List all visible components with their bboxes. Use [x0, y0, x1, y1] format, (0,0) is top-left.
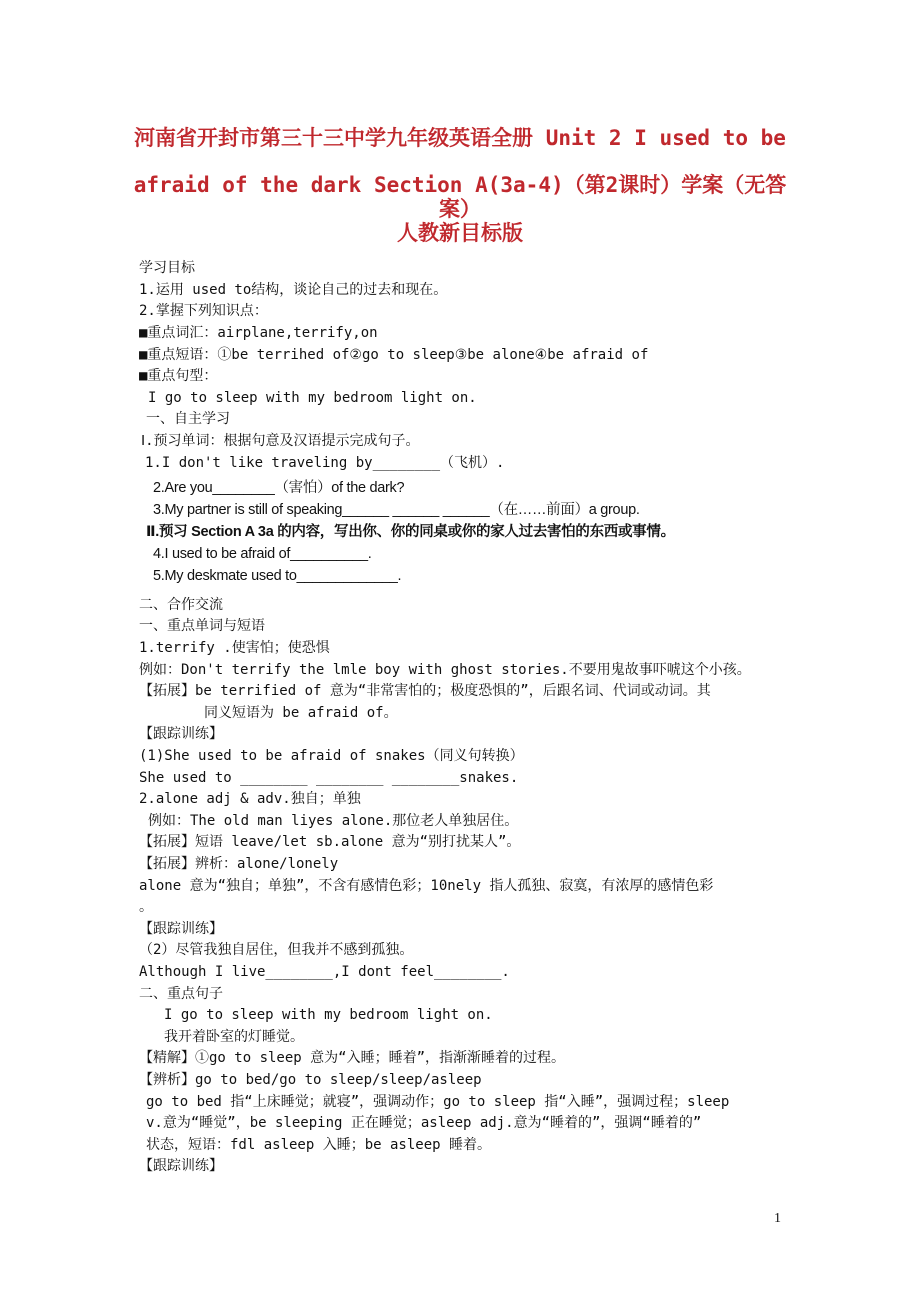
key-sentence-pattern: ■重点句型：: [139, 368, 218, 384]
section-learning-goals: 学习目标: [139, 260, 195, 276]
preview-words-instruction: Ⅰ.预习单词：根据句意及汉语提示完成句子。: [141, 433, 420, 449]
key-words-heading: 一、重点单词与短语: [139, 618, 265, 634]
discrimination-line-2: v.意为“睡觉”，be sleeping 正在睡觉；asleep adj.意为“睡着的”，强调“睡着的”: [146, 1115, 702, 1131]
practice-1-answer: She used to ________ ________ ________snakes.: [139, 770, 519, 786]
alone-extension-2: 【拓展】辨析：alone/lonely: [139, 856, 339, 872]
discrimination-line-1: go to bed 指“上床睡觉；就寝”，强调动作；go to sleep 指“入睡”，强调过程；sleep: [146, 1094, 730, 1110]
exercise-3: 3.My partner is still of speaking______ ______ ______（在……前面）a group.: [153, 502, 640, 518]
key-vocabulary: ■重点词汇：airplane,terrify,on: [139, 325, 378, 341]
exercise-1: 1.I don't like traveling by________（飞机）.: [145, 455, 505, 471]
discrimination-line-3: 状态，短语：fdl asleep 入睡；be asleep 睡着。: [146, 1137, 492, 1153]
preview-section-instruction: Ⅱ.预习 Section A 3a 的内容，写出你、你的同桌或你的家人过去害怕的东西或事情。: [146, 524, 675, 540]
alone-entry: 2.alone adj & adv.独自；单独: [139, 791, 361, 807]
exercise-5: 5.My deskmate used to_____________.: [153, 568, 402, 584]
terrify-entry: 1.terrify .使害怕；使恐惧: [139, 640, 330, 656]
key-phrases: ■重点短语：①be terrihed of②go to sleep③be alone④be afraid of: [139, 347, 649, 363]
terrify-extension: 【拓展】be terrified of 意为“非常害怕的；极度恐惧的”，后跟名词、代词或动词。其: [139, 683, 711, 699]
practice-2-answer: Although I live________,I dont feel________.: [139, 964, 510, 980]
document-title-line-1: 河南省开封市第三十三中学九年级英语全册 Unit 2 I used to be: [134, 126, 786, 150]
exercise-2: 2.Are you________（害怕）of the dark?: [153, 480, 405, 496]
practice-heading-2: 【跟踪训练】: [139, 921, 223, 937]
alone-lonely-explanation-end: 。: [139, 899, 153, 915]
goal-2: 2.掌握下列知识点：: [139, 303, 268, 319]
practice-1-prompt: (1)She used to be afraid of snakes（同义句转换）: [139, 748, 524, 764]
practice-2-prompt: （2）尽管我独自居住，但我并不感到孤独。: [139, 942, 414, 958]
page-number: 1: [774, 1211, 781, 1226]
key-sentence-english: I go to sleep with my bedroom light on.: [164, 1007, 493, 1023]
practice-heading-3: 【跟踪训练】: [139, 1158, 223, 1174]
key-sentence-chinese: 我开着卧室的灯睡觉。: [164, 1029, 304, 1045]
exercise-4: 4.I used to be afraid of__________.: [153, 546, 372, 562]
terrify-example: 例如：Don't terrify the lmle boy with ghost stories.不要用鬼故事吓唬这个小孩。: [139, 662, 751, 678]
discrimination-heading: 【辨析】go to bed/go to sleep/sleep/asleep: [139, 1072, 482, 1088]
self-study-heading: 一、自主学习: [146, 411, 230, 427]
alone-lonely-explanation: alone 意为“独自；单独”，不含有感情色彩；10nely 指人孤独、寂寞，有浓厚的感情色彩: [139, 878, 714, 894]
alone-extension-1: 【拓展】短语 leave/let sb.alone 意为“别打扰某人”。: [139, 834, 521, 850]
alone-example: 例如：The old man liyes alone.那位老人单独居住。: [148, 813, 519, 829]
document-title-line-2: afraid of the dark Section A(3a-4)（第2课时）学案（无答案）: [133, 173, 787, 221]
document-title-line-3: 人教新目标版: [397, 221, 523, 245]
cooperation-heading: 二、合作交流: [139, 597, 223, 613]
terrify-synonym: 同义短语为 be afraid of。: [204, 705, 398, 721]
goal-1: 1.运用 used to结构，谈论自己的过去和现在。: [139, 282, 448, 298]
sentence-example: I go to sleep with my bedroom light on.: [148, 390, 477, 406]
practice-heading-1: 【跟踪训练】: [139, 726, 223, 742]
key-sentences-heading: 二、重点句子: [139, 986, 223, 1002]
explanation-go-to-sleep: 【精解】①go to sleep 意为“入睡；睡着”，指渐渐睡着的过程。: [139, 1050, 566, 1066]
